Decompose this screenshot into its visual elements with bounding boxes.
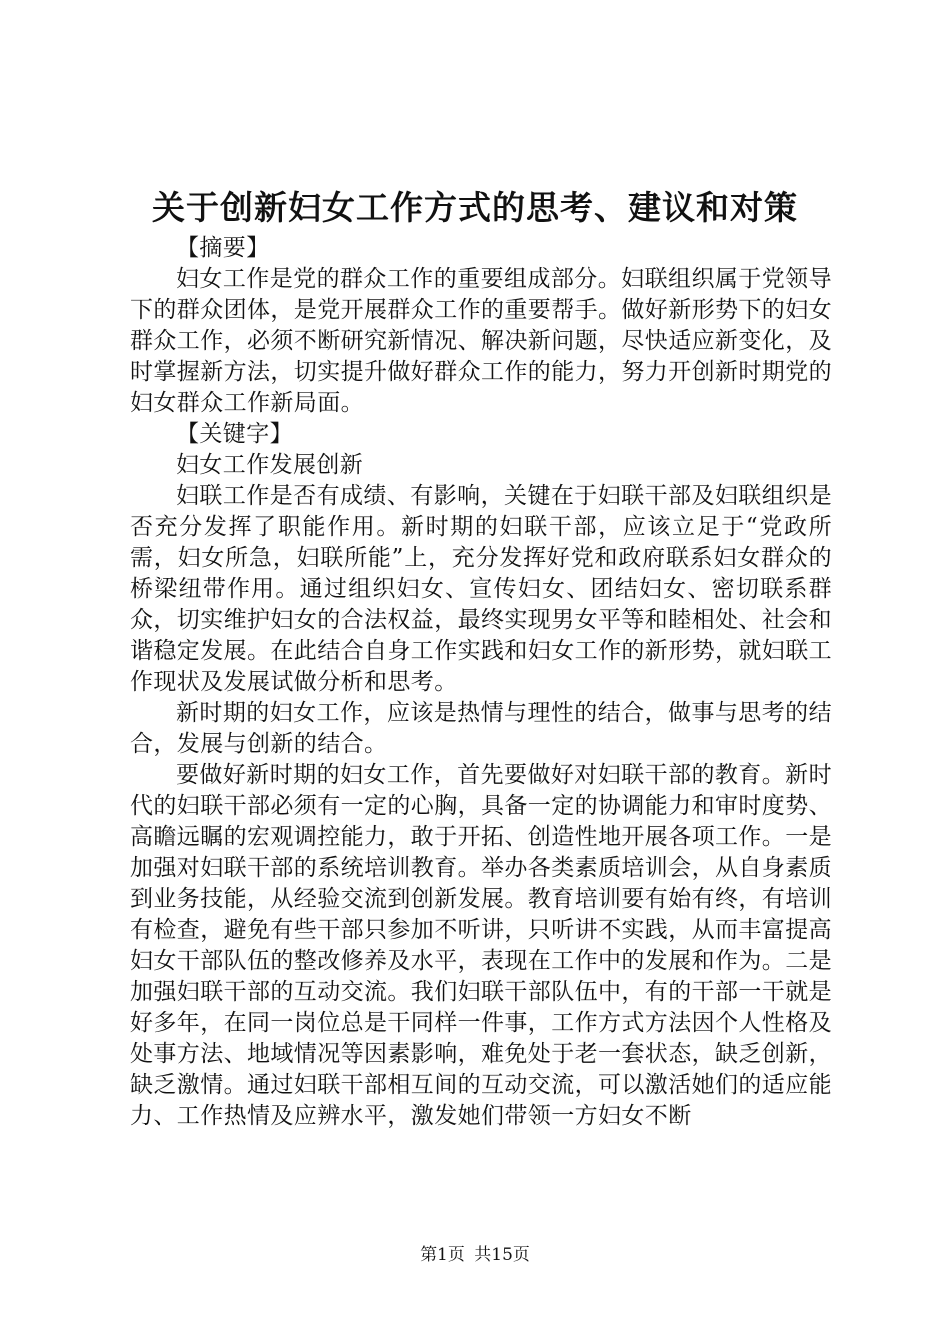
keywords-heading: 【关键字】 bbox=[176, 421, 293, 447]
keywords-paragraph: 妇女工作发展创新 bbox=[176, 452, 364, 478]
page-total: 共15页 bbox=[474, 1245, 530, 1265]
abstract-paragraph: 妇女工作是党的群众工作的重要组成部分。妇联组织属于党领导下的群众团体，是党开展群众工作的重要帮手。做好新形势下的妇女群众工作，必须不断研究新情况、解决新问题，尽快适应新变化，及时掌握新方法，切实提升做好群众工作的能力，努力开创新时期党的妇女群众工作新局面。 bbox=[130, 266, 832, 416]
page-footer bbox=[0, 1243, 950, 1267]
abstract-heading: 【摘要】 bbox=[176, 235, 270, 261]
body-paragraph: 要做好新时期的妇女工作，首先要做好对妇联干部的教育。新时代的妇联干部必须有一定的心胸，具备一定的协调能力和审时度势、高瞻远瞩的宏观调控能力，敢于开拓、创造性地开展各项工作。一是加强对妇联干部的系统培训教育。举办各类素质培训会，从自身素质到业务技能，从经验交流到创新发展。教育培训要有始有终，有培训有检查，避免有些干部只参加不听讲，只听讲不实践，从而丰富提高妇女干部队伍的整改修养及水平，表现在工作中的发展和作为。二是加强妇联干部的互动交流。我们妇联干部队伍中，有的干部一干就是好多年，在同一岗位总是干同样一件事，工作方式方法因个人性格及处事方法、地域情况等因素影响，难免处于老一套状态，缺乏创新，缺乏激情。通过妇联干部相互间的互动交流，可以激活她们的适应能力、工作热情及应辨水平，激发她们带领一方妇女不断 bbox=[130, 762, 832, 1129]
body-paragraph: 新时期的妇女工作，应该是热情与理性的结合，做事与思考的结合，发展与创新的结合。 bbox=[130, 700, 832, 757]
body-paragraph: 妇联工作是否有成绩、有影响，关键在于妇联干部及妇联组织是否充分发挥了职能作用。新时期的妇联干部，应该立足于“党政所需，妇女所急，妇联所能”上，充分发挥好党和政府联系妇女群众的桥梁纽带作用。通过组织妇女、宣传妇女、团结妇女、密切联系群众，切实维护妇女的合法权益，最终实现男女平等和睦相处、社会和谐稳定发展。在此结合自身工作实践和妇女工作的新形势，就妇联工作现状及发展试做分析和思考。 bbox=[130, 483, 832, 695]
document-body bbox=[130, 233, 832, 1132]
document-title: 关于创新妇女工作方式的思考、建议和对策 bbox=[152, 188, 798, 227]
page-number: 第1页 bbox=[420, 1245, 465, 1265]
